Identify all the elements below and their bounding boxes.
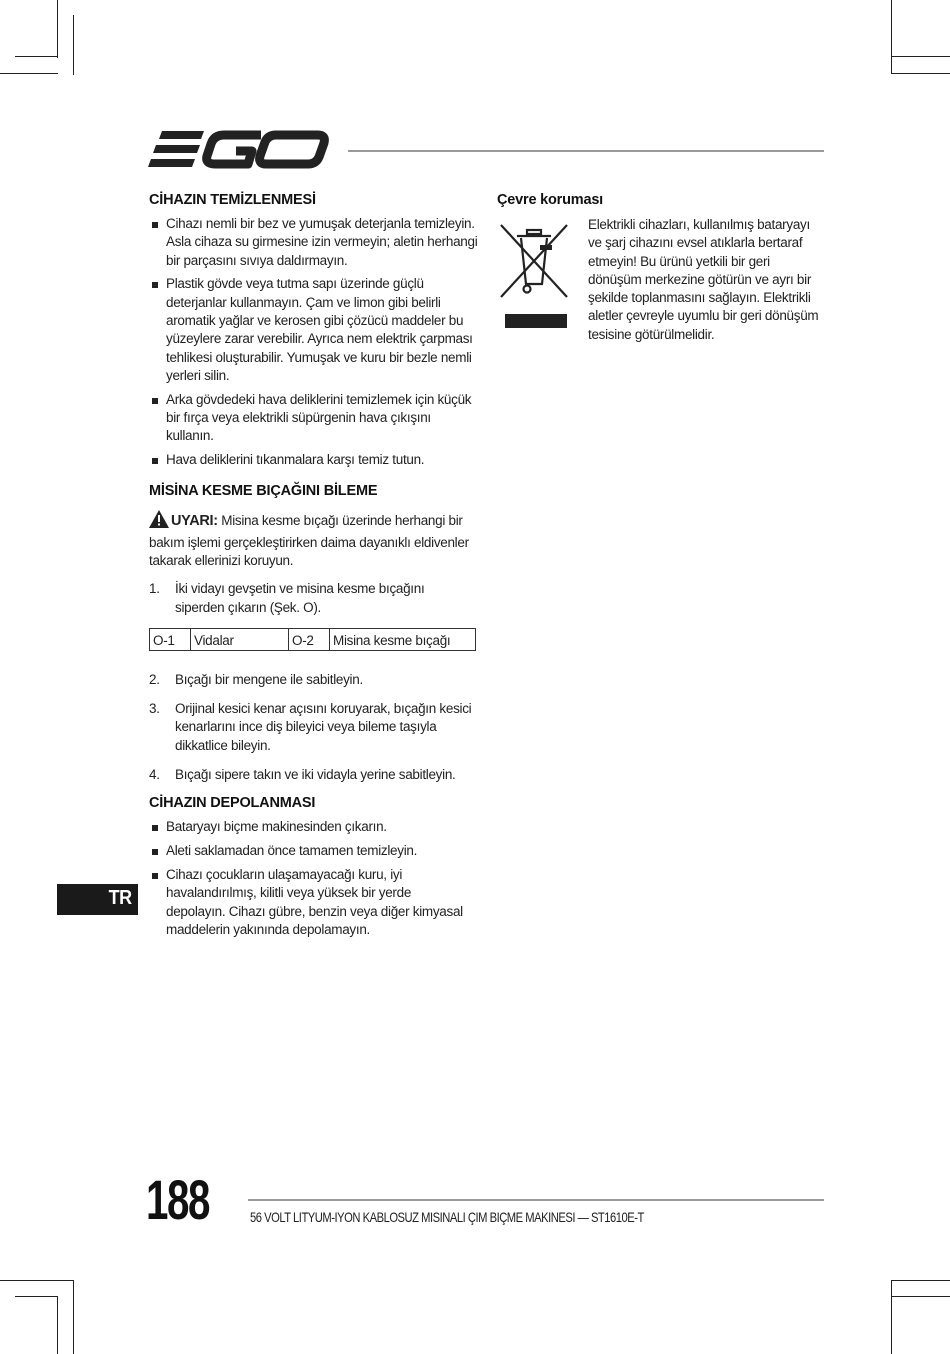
list-item: Cihazı çocukların ulaşamayacağı kuru, iyi havalandırılmış, kilitli veya yüksek bir yerde depolayın. Cihazı gübre, benzin veya diğer kimyasal maddelerin yakınında depolamayın. <box>149 866 469 939</box>
page-number: 188 <box>146 1168 209 1231</box>
list-item: 2. Bıçağı bir mengene ile sabitleyin. <box>149 671 363 687</box>
list-item: 3. Orijinal kesici kenar açısını koruyarak, bıçağın kesici kenarlarını ince diş bileyici veya bileme taşıyla dikkatlice bileyin. <box>149 701 472 753</box>
environment-text: Elektrikli cihazları, kullanılmış bataryayı ve şarj cihazını evsel atıklarla bertaraf etmeyin! Bu ürünü yetkili bir geri dönüşüm merkezine götürün ve ayrı bir şekilde toplanmasını sağlayın. Elektrikli aletler çevreyle uyumlu bir geri dönüşüm tesisine götürülmelidir. <box>588 217 819 342</box>
crop-mark <box>15 56 57 57</box>
parts-table <box>149 628 476 651</box>
crop-mark <box>891 56 950 57</box>
sharpening-heading: MİSİNA KESME BIÇAĞINI BİLEME <box>149 483 378 500</box>
storage-list <box>149 818 469 939</box>
list-item: Hava deliklerini tıkanmalara karşı temiz tutun. <box>149 451 479 469</box>
part-name: Vidalar <box>191 628 289 650</box>
crop-mark <box>891 1280 892 1354</box>
list-item: Plastik gövde veya tutma sapı üzerinde güçlü deterjanlar kullanmayın. Çam ve limon gibi belirli aromatik yağlar ve kerosen gibi çözücü maddeler bu yüzeylere zarar verebilir. Ayrıca nem elektrik çarpması tehlikesi oluşturabilir. Yumuşak ve kuru bir bezle nemli yerleri silin. <box>149 275 479 385</box>
list-item: 4. Bıçağı sipere takın ve iki vidayla yerine sabitleyin. <box>149 767 456 783</box>
warning-paragraph <box>149 510 469 570</box>
list-item: Cihazı nemli bir bez ve yumuşak deterjanla temizleyin. Asla cihaza su girmesine izin vermeyin; aletin herhangi bir parçasını sıvıya daldırmayın. <box>149 215 479 270</box>
list-item: Arka gövdedeki hava deliklerini temizlemek için küçük bir fırça veya elektrikli süpürgenin hava çıkışını kullanın. <box>149 391 479 446</box>
sharpening-steps <box>149 671 474 784</box>
language-tab <box>57 884 138 915</box>
ego-logo <box>148 128 332 172</box>
crop-mark <box>15 1296 57 1297</box>
cleaning-list <box>149 215 479 469</box>
storage-heading: CİHAZIN DEPOLANMASI <box>149 795 316 812</box>
cleaning-heading: CİHAZIN TEMİZLENMESİ <box>149 192 316 208</box>
language-tab-label: TR <box>108 887 132 909</box>
weee-bin-icon <box>497 219 571 331</box>
part-code: O-2 <box>289 628 330 650</box>
warning-icon <box>149 510 169 533</box>
table-row <box>150 628 476 650</box>
warning-text: Misina kesme bıçağı üzerinde herhangi bir bakım işlemi gerçekleştirirken daima dayanıklı eldivenler takarak ellerinizi koruyun. <box>149 513 469 568</box>
sharpening-step-1 <box>149 580 474 617</box>
crop-mark <box>0 73 58 74</box>
crop-mark <box>891 0 892 74</box>
warning-label: UYARI: <box>171 513 218 530</box>
crop-mark <box>0 1280 74 1281</box>
footer-rule <box>248 1199 824 1201</box>
crop-mark <box>73 15 74 75</box>
header-rule <box>348 150 824 152</box>
list-item: Bataryayı biçme makinesinden çıkarın. <box>149 818 469 836</box>
crop-mark <box>891 73 950 74</box>
crop-mark <box>891 1280 950 1281</box>
crop-mark <box>73 1280 74 1354</box>
crop-mark <box>57 1296 58 1354</box>
left-column <box>149 192 479 945</box>
crop-mark <box>57 0 58 58</box>
list-item: 1. İki vidayı gevşetin ve misina kesme bıçağını siperden çıkarın (Şek. O). <box>149 581 425 615</box>
footer-title: 56 VOLT LITYUM-IYON KABLOSUZ MISINALI ÇIM BIÇME MAKINESI — ST1610E-T <box>250 1209 644 1225</box>
part-name: Misina kesme bıçağı <box>330 628 476 650</box>
environment-heading: Çevre koruması <box>497 192 604 208</box>
list-item: Aleti saklamadan önce tamamen temizleyin. <box>149 842 469 860</box>
part-code: O-1 <box>150 628 191 650</box>
crop-mark <box>891 1296 950 1297</box>
